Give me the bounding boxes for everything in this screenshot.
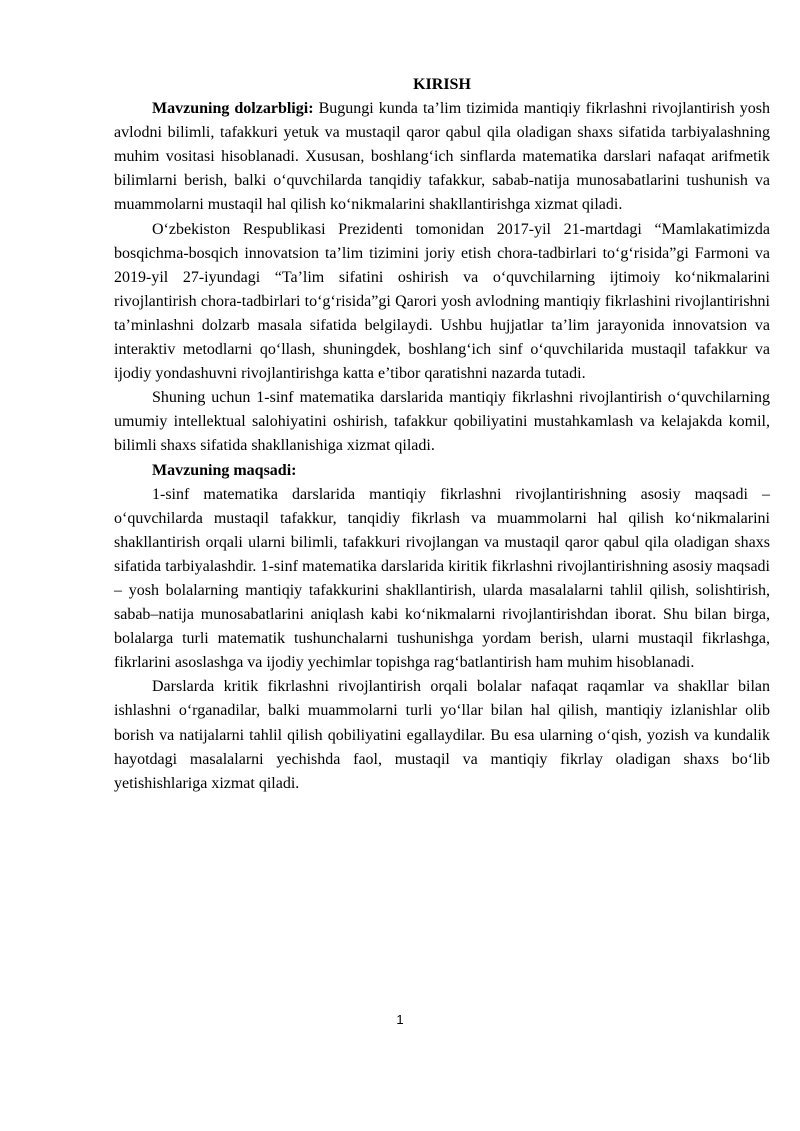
paragraph-decrees: O‘zbekiston Respublikasi Prezidenti tomonidan 2017-yil 21-martdagi “Mamlakatimizda bosqichma-bosqich innovatsion ta’lim tizimini joriy etish chora-tadbirlari to‘g‘risida”gi Farmoni va 2019-yil 27-iyundagi “Ta’lim sifatini oshirish va o‘quvchilarning ijtimoiy ko‘nikmalarini rivojlantirish chora-tadbirlari to‘g‘risida”gi Qarori yosh avlodning mantiqiy fikrlashini rivojlantirishni ta’minlashni dolzarb masala sifatida belgilaydi. Ushbu hujjatlar ta’lim jarayonida innovatsion va interaktiv metodlarni qo‘llash, shuningdek, boshlang‘ich sinf o‘quvchilarida mustaqil tafakkur va ijodiy yondashuvni rivojlantirishga katta e’tibor qaratishni nazarda tutadi. (114, 220, 770, 383)
paragraph-therefore: Shuning uchun 1-sinf matematika darslarida mantiqiy fikrlashni rivojlantirish o‘quvchilarning umumiy intellektual salohiyatini oshirish, tafakkur qobiliyatini mustahkamlash va kelajakda komil, bilimli shaxs sifatida shakllanishiga xizmat qiladi. (114, 389, 770, 455)
paragraph-text-relevance: Bugungi kunda ta’lim tizimida mantiqiy fikrlashni rivojlantirish yosh avlodni bilimli, tafakkuri yetuk va mustaqil qaror qabul qila oladigan shaxs sifatida tarbiyalashning muhim vositasi hisoblanadi. Xususan, boshlang‘ich sinflarda matematika darslari nafaqat arifmetik bilimlarni berish, balki o‘quvchilarda tanqidiy tafakkur, sabab-natija munosabatlarini tushunish va muammolarni mustaqil hal qilish ko‘nikmalarini shakllantirishga xizmat qiladi. (114, 100, 771, 214)
paragraph-label-relevance: Mavzuning dolzarbligi: (152, 100, 314, 118)
paragraph-goal: 1-sinf matematika darslarida mantiqiy fikrlashni rivojlantirishning asosiy maqsadi – o‘quvchilarda mustaqil tafakkur, tanqidiy fikrlash va muammolarni hal qilish ko‘nikmalarini shakllantirish orqali ularni bilimli, tafakkuri rivojlangan va mustaqil qaror qabul qila oladigan shaxs sifatida tarbiyalashdir. 1-sinf matematika darslarida kiritik fikrlashni rivojlantirishning asosiy maqsadi – yosh bolalarning mantiqiy tafakkurini shakllantirish, ularda masalalarni tahlil qilish, solishtirish, sabab–natija munosabatlarini aniqlash kabi ko‘nikmalarni rivojlantirishdan iborat. Shu bilan birga, bolalarga turli matematik tushunchalarni tushunishga yordam berish, ularni mustaqil fikrlashga, fikrlarini asoslashga va ijodiy yechimlar topishga rag‘batlantirish ham muhim hisoblanadi. (114, 485, 770, 672)
page-number: 1 (396, 1012, 404, 1027)
section-heading-goal: Mavzuning maqsadi: (152, 461, 297, 479)
paragraph-lessons: Darslarda kritik fikrlashni rivojlantirish orqali bolalar nafaqat raqamlar va shakllar bilan ishlashni o‘rganadilar, balki muammolarni turli yo‘llar bilan hal qilish, mantiqiy izlanishlar olib borish va natijalarni tahlil qilish qobiliyatini egallaydilar. Bu esa ularning o‘qish, yozish va kundalik hayotdagi masalalarni yechishda faol, mustaqil va mantiqiy fikrlay oladigan shaxs bo‘lib yetishishlariga xizmat qiladi. (114, 678, 770, 792)
document-body (114, 73, 770, 796)
page-title: KIRISH (413, 76, 471, 93)
paragraph-relevance (114, 97, 770, 217)
